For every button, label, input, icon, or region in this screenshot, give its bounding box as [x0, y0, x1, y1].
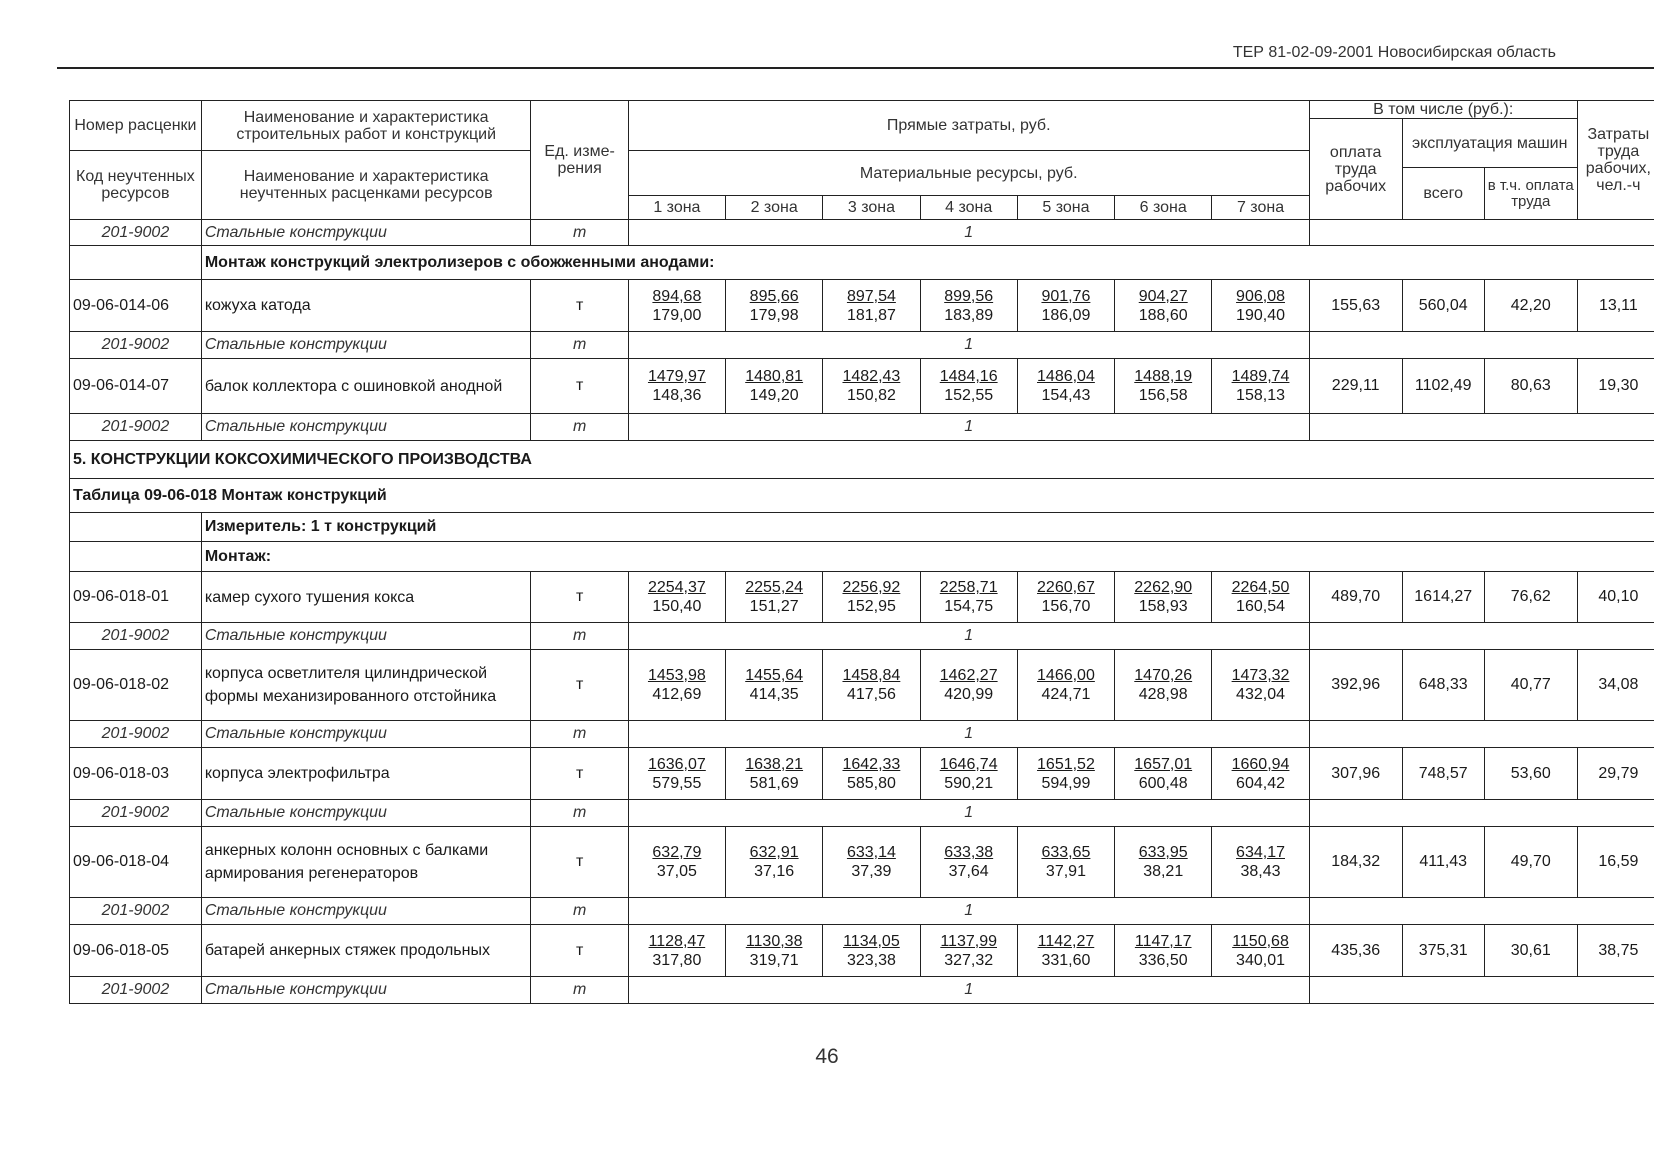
zone-price-cell: [726, 925, 823, 977]
zone-price-cell: [823, 359, 920, 414]
running-header: ТЕР 81-02-09-2001 Новосибирская область: [1232, 44, 1556, 61]
machine-pay-value: 30,61: [1484, 925, 1577, 977]
zone-5-header: 5 зона: [1017, 196, 1114, 220]
resource-unit: т: [531, 898, 628, 925]
rate-row: [70, 572, 1654, 623]
material-cost-value: 604,42: [1236, 774, 1285, 792]
material-cost-value: 432,04: [1236, 686, 1285, 703]
header-rule: [57, 67, 1654, 69]
direct-cost-value: 1473,32: [1231, 667, 1290, 684]
resource-unit: т: [531, 220, 628, 246]
machine-pay-value: 80,63: [1484, 359, 1577, 414]
rate-row: [70, 650, 1654, 721]
zone-price-cell: [823, 925, 920, 977]
material-cost-value: 179,98: [749, 306, 799, 324]
resource-code: 201-9002: [70, 220, 202, 246]
rate-name: корпуса осветлителя цилиндрической формы механизированного отстойника: [201, 650, 531, 721]
direct-cost-value: 899,56: [944, 287, 994, 305]
direct-cost-value: 1142,27: [1037, 932, 1095, 950]
rate-row: [70, 925, 1654, 977]
labor-hours-value: 19,30: [1577, 359, 1654, 414]
labor-pay-value: 435,36: [1309, 925, 1402, 977]
machine-total-value: 748,57: [1402, 748, 1484, 800]
material-cost-value: 154,75: [944, 598, 994, 615]
direct-cost-value: 2264,50: [1231, 579, 1290, 596]
material-cost-value: 38,43: [1240, 863, 1281, 880]
material-cost-value: 38,21: [1143, 863, 1184, 880]
zone-price-cell: [823, 650, 920, 721]
direct-cost-value: 1657,01: [1134, 755, 1193, 773]
machine-total-value: 375,31: [1402, 925, 1484, 977]
resource-row: [70, 623, 1654, 650]
machine-total-value: 648,33: [1402, 650, 1484, 721]
direct-cost-value: 2262,90: [1134, 579, 1193, 596]
labor-pay-value: 489,70: [1309, 572, 1402, 623]
resource-row: [70, 898, 1654, 925]
rates-table: [69, 100, 1654, 1004]
resource-row: [70, 332, 1654, 359]
machine-pay-value: 40,77: [1484, 650, 1577, 721]
machine-total-value: 560,04: [1402, 280, 1484, 332]
material-cost-value: 152,55: [944, 387, 994, 404]
meter-empty: [70, 513, 202, 542]
section-row: [70, 441, 1654, 479]
material-cost-value: 331,60: [1041, 951, 1091, 969]
section-title: 5. КОНСТРУКЦИИ КОКСОХИМИЧЕСКОГО ПРОИЗВОДСТВА: [70, 441, 1654, 479]
material-cost-value: 158,93: [1138, 598, 1188, 615]
zone-price-cell: [920, 925, 1017, 977]
resource-empty: [1309, 898, 1654, 925]
resource-name: Стальные конструкции: [201, 800, 531, 827]
resource-code: 201-9002: [70, 800, 202, 827]
resource-empty: [1309, 332, 1654, 359]
labor-hours-value: 16,59: [1577, 827, 1654, 898]
zone-price-cell: [628, 748, 725, 800]
mount-row: [70, 542, 1654, 572]
direct-cost-value: 1150,68: [1232, 932, 1289, 950]
resource-row: [70, 721, 1654, 748]
labor-hours-value: 29,79: [1577, 748, 1654, 800]
rate-row: [70, 280, 1654, 332]
material-cost-value: 152,95: [846, 598, 896, 615]
material-cost-value: 428,98: [1138, 686, 1188, 703]
col-work-name: Наименование и характеристика строительных работ и конструкций: [201, 101, 531, 151]
direct-cost-value: 2254,37: [647, 579, 706, 596]
mount-empty: [70, 542, 202, 572]
material-cost-value: 156,70: [1041, 598, 1091, 615]
direct-cost-value: 1642,33: [842, 755, 901, 773]
material-cost-value: 190,40: [1236, 306, 1285, 324]
table-title-row: [70, 479, 1654, 513]
zone-price-cell: [920, 748, 1017, 800]
material-cost-value: 340,01: [1236, 951, 1285, 969]
zone-price-cell: [1115, 925, 1212, 977]
machine-total-value: 1614,27: [1402, 572, 1484, 623]
material-cost-value: 581,69: [749, 774, 799, 792]
resource-empty: [1309, 414, 1654, 441]
direct-cost-value: 1479,97: [647, 368, 706, 385]
rate-unit: т: [531, 650, 628, 721]
zone-price-cell: [726, 572, 823, 623]
material-cost-value: 151,27: [749, 598, 799, 615]
direct-cost-value: 2258,71: [939, 579, 998, 596]
material-cost-value: 154,43: [1041, 387, 1091, 404]
labor-pay-value: 392,96: [1309, 650, 1402, 721]
zone-price-cell: [920, 280, 1017, 332]
material-cost-value: 150,82: [846, 387, 896, 404]
direct-cost-value: 1638,21: [745, 755, 804, 773]
material-cost-value: 414,35: [749, 686, 799, 703]
direct-cost-value: 1130,38: [745, 932, 803, 950]
direct-cost-value: 1646,74: [939, 755, 998, 773]
rate-unit: т: [531, 827, 628, 898]
material-cost-value: 150,40: [652, 598, 702, 615]
zone-price-cell: [1017, 359, 1114, 414]
material-cost-value: 37,16: [754, 863, 795, 880]
zone-price-cell: [1017, 650, 1114, 721]
resource-qty: 1: [628, 898, 1309, 925]
rate-unit: т: [531, 925, 628, 977]
rate-name: балок коллектора с ошиновкой анодной: [201, 359, 531, 414]
labor-pay-value: 184,32: [1309, 827, 1402, 898]
page-number: 46: [815, 1045, 839, 1068]
resource-unit: т: [531, 800, 628, 827]
resource-qty: 1: [628, 977, 1309, 1004]
direct-cost-value: 1486,04: [1037, 368, 1095, 385]
resource-qty: 1: [628, 800, 1309, 827]
table-title: Таблица 09-06-018 Монтаж конструкций: [70, 479, 1654, 513]
zone-price-cell: [823, 572, 920, 623]
meter-text: Измеритель: 1 т конструкций: [201, 513, 1654, 542]
material-cost-value: 188,60: [1138, 306, 1188, 324]
resource-empty: [1309, 220, 1654, 246]
resource-name: Стальные конструкции: [201, 220, 531, 246]
direct-cost-value: 1147,17: [1134, 932, 1192, 950]
direct-cost-value: 1651,52: [1037, 755, 1095, 773]
col-machine-op: эксплуатация машин: [1402, 119, 1577, 168]
direct-cost-value: 1636,07: [647, 755, 706, 773]
direct-cost-value: 1660,94: [1231, 755, 1290, 773]
direct-cost-value: 633,38: [944, 844, 994, 861]
zone-7-header: 7 зона: [1212, 196, 1309, 220]
resource-unit: т: [531, 721, 628, 748]
col-labor-hours: Затраты труда рабочих, чел.-ч: [1577, 101, 1654, 220]
material-cost-value: 600,48: [1138, 774, 1188, 792]
resource-unit: т: [531, 332, 628, 359]
zone-3-header: 3 зона: [823, 196, 920, 220]
rate-name: кожуха катода: [201, 280, 531, 332]
material-cost-value: 179,00: [652, 306, 702, 324]
mount-text: Монтаж:: [201, 542, 1654, 572]
col-direct-costs: Прямые затраты, руб.: [628, 101, 1309, 151]
zone-price-cell: [1115, 650, 1212, 721]
direct-cost-value: 633,95: [1138, 844, 1188, 861]
col-material-resources: Материальные ресурсы, руб.: [628, 151, 1309, 196]
material-cost-value: 327,32: [944, 951, 994, 969]
resource-row: [70, 220, 1654, 246]
group-row: [70, 246, 1654, 280]
material-cost-value: 323,38: [846, 951, 896, 969]
zone-2-header: 2 зона: [726, 196, 823, 220]
direct-cost-value: 901,76: [1041, 287, 1091, 305]
rate-unit: т: [531, 280, 628, 332]
zone-6-header: 6 зона: [1115, 196, 1212, 220]
material-cost-value: 149,20: [749, 387, 799, 404]
resource-empty: [1309, 977, 1654, 1004]
material-cost-value: 412,69: [652, 686, 702, 703]
zone-price-cell: [1115, 280, 1212, 332]
col-machine-pay: в т.ч. оплата труда: [1484, 168, 1577, 220]
material-cost-value: 158,13: [1236, 387, 1285, 404]
zone-price-cell: [823, 748, 920, 800]
zone-price-cell: [920, 359, 1017, 414]
rate-code: 09-06-018-01: [70, 572, 202, 623]
labor-hours-value: 34,08: [1577, 650, 1654, 721]
col-including: В том числе (руб.):: [1309, 101, 1577, 119]
zone-4-header: 4 зона: [920, 196, 1017, 220]
material-cost-value: 186,09: [1041, 306, 1091, 324]
resource-qty: 1: [628, 623, 1309, 650]
zone-price-cell: [1115, 827, 1212, 898]
labor-pay-value: 155,63: [1309, 280, 1402, 332]
resource-name: Стальные конструкции: [201, 898, 531, 925]
material-cost-value: 148,36: [652, 387, 702, 404]
machine-total-value: 1102,49: [1402, 359, 1484, 414]
direct-cost-value: 634,17: [1236, 844, 1285, 861]
rate-name: корпуса электрофильтра: [201, 748, 531, 800]
direct-cost-value: 1455,64: [745, 667, 804, 684]
resource-row: [70, 977, 1654, 1004]
direct-cost-value: 1137,99: [940, 932, 997, 950]
resource-empty: [1309, 623, 1654, 650]
rate-row: [70, 827, 1654, 898]
material-cost-value: 590,21: [944, 774, 994, 792]
rate-code: 09-06-018-03: [70, 748, 202, 800]
resource-qty: 1: [628, 220, 1309, 246]
material-cost-value: 160,54: [1236, 598, 1285, 615]
material-cost-value: 420,99: [944, 686, 994, 703]
zone-price-cell: [1212, 827, 1309, 898]
zone-price-cell: [726, 748, 823, 800]
rate-code: 09-06-018-04: [70, 827, 202, 898]
zone-price-cell: [628, 650, 725, 721]
machine-pay-value: 49,70: [1484, 827, 1577, 898]
rate-name: батарей анкерных стяжек продольных: [201, 925, 531, 977]
material-cost-value: 424,71: [1041, 686, 1091, 703]
zone-price-cell: [726, 280, 823, 332]
zone-price-cell: [1212, 359, 1309, 414]
zone-1-header: 1 зона: [628, 196, 725, 220]
direct-cost-value: 632,91: [749, 844, 799, 861]
zone-price-cell: [823, 280, 920, 332]
resource-unit: т: [531, 623, 628, 650]
zone-price-cell: [628, 572, 725, 623]
machine-pay-value: 53,60: [1484, 748, 1577, 800]
zone-price-cell: [726, 650, 823, 721]
zone-price-cell: [1212, 748, 1309, 800]
direct-cost-value: 632,79: [652, 844, 702, 861]
zone-price-cell: [628, 280, 725, 332]
zone-price-cell: [1212, 925, 1309, 977]
resource-qty: 1: [628, 332, 1309, 359]
labor-pay-value: 229,11: [1309, 359, 1402, 414]
meter-row: [70, 513, 1654, 542]
zone-price-cell: [1017, 748, 1114, 800]
zone-price-cell: [1115, 748, 1212, 800]
direct-cost-value: 1134,05: [843, 932, 900, 950]
zone-price-cell: [1017, 572, 1114, 623]
rate-unit: т: [531, 359, 628, 414]
rate-name: анкерных колонн основных с балками армирования регенераторов: [201, 827, 531, 898]
col-unit: Ед. изме-рения: [531, 101, 628, 220]
direct-cost-value: 894,68: [652, 287, 702, 305]
zone-price-cell: [1017, 280, 1114, 332]
resource-code: 201-9002: [70, 898, 202, 925]
material-cost-value: 417,56: [846, 686, 896, 703]
resource-row: [70, 414, 1654, 441]
rate-code: 09-06-018-02: [70, 650, 202, 721]
direct-cost-value: 904,27: [1138, 287, 1188, 305]
material-cost-value: 317,80: [652, 951, 702, 969]
labor-hours-value: 38,75: [1577, 925, 1654, 977]
rate-name: камер сухого тушения кокса: [201, 572, 531, 623]
resource-name: Стальные конструкции: [201, 977, 531, 1004]
direct-cost-value: 1453,98: [647, 667, 706, 684]
rate-row: [70, 748, 1654, 800]
direct-cost-value: 2256,92: [842, 579, 901, 596]
resource-code: 201-9002: [70, 332, 202, 359]
zone-price-cell: [920, 572, 1017, 623]
col-rate-number: Номер расценки: [70, 101, 202, 151]
labor-hours-value: 13,11: [1577, 280, 1654, 332]
labor-hours-value: 40,10: [1577, 572, 1654, 623]
material-cost-value: 183,89: [944, 306, 994, 324]
direct-cost-value: 1484,16: [939, 368, 998, 385]
direct-cost-value: 1462,27: [939, 667, 998, 684]
direct-cost-value: 2260,67: [1037, 579, 1095, 596]
zone-price-cell: [1017, 925, 1114, 977]
col-resource-name: Наименование и характеристика неучтенных расценками ресурсов: [201, 151, 531, 220]
resource-name: Стальные конструкции: [201, 721, 531, 748]
direct-cost-value: 1489,74: [1231, 368, 1290, 385]
direct-cost-value: 1488,19: [1134, 368, 1193, 385]
resource-qty: 1: [628, 721, 1309, 748]
zone-price-cell: [1212, 650, 1309, 721]
col-machine-total: всего: [1402, 168, 1484, 220]
labor-pay-value: 307,96: [1309, 748, 1402, 800]
direct-cost-value: 906,08: [1236, 287, 1285, 305]
zone-price-cell: [920, 827, 1017, 898]
direct-cost-value: 2255,24: [745, 579, 804, 596]
zone-price-cell: [628, 359, 725, 414]
material-cost-value: 319,71: [749, 951, 799, 969]
resource-empty: [1309, 800, 1654, 827]
rate-code: 09-06-018-05: [70, 925, 202, 977]
zone-price-cell: [920, 650, 1017, 721]
material-cost-value: 336,50: [1138, 951, 1188, 969]
direct-cost-value: 1480,81: [745, 368, 804, 385]
col-code: Код неучтенных ресурсов: [70, 151, 202, 220]
group-title: Монтаж конструкций электролизеров с обожженными анодами:: [201, 246, 1654, 280]
direct-cost-value: 1458,84: [842, 667, 901, 684]
zone-price-cell: [1212, 280, 1309, 332]
rate-code: 09-06-014-06: [70, 280, 202, 332]
rate-unit: т: [531, 748, 628, 800]
direct-cost-value: 897,54: [846, 287, 896, 305]
zone-price-cell: [1212, 572, 1309, 623]
material-cost-value: 156,58: [1138, 387, 1188, 404]
direct-cost-value: 1128,47: [648, 932, 706, 950]
direct-cost-value: 633,14: [846, 844, 896, 861]
material-cost-value: 579,55: [652, 774, 702, 792]
resource-qty: 1: [628, 414, 1309, 441]
zone-price-cell: [1115, 359, 1212, 414]
zone-price-cell: [823, 827, 920, 898]
resource-code: 201-9002: [70, 721, 202, 748]
machine-pay-value: 42,20: [1484, 280, 1577, 332]
direct-cost-value: 895,66: [749, 287, 799, 305]
material-cost-value: 37,39: [851, 863, 892, 880]
material-cost-value: 37,05: [656, 863, 697, 880]
direct-cost-value: 633,65: [1041, 844, 1091, 861]
rate-unit: т: [531, 572, 628, 623]
resource-name: Стальные конструкции: [201, 623, 531, 650]
zone-price-cell: [726, 827, 823, 898]
rate-code: 09-06-014-07: [70, 359, 202, 414]
direct-cost-value: 1466,00: [1037, 667, 1095, 684]
resource-code: 201-9002: [70, 623, 202, 650]
resource-code: 201-9002: [70, 977, 202, 1004]
col-labor-pay: оплата труда рабочих: [1309, 119, 1402, 220]
rate-row: [70, 359, 1654, 414]
resource-name: Стальные конструкции: [201, 332, 531, 359]
group-empty: [70, 246, 202, 280]
resource-unit: т: [531, 414, 628, 441]
zone-price-cell: [726, 359, 823, 414]
zone-price-cell: [1017, 827, 1114, 898]
resource-code: 201-9002: [70, 414, 202, 441]
resource-row: [70, 800, 1654, 827]
direct-cost-value: 1470,26: [1134, 667, 1193, 684]
resource-name: Стальные конструкции: [201, 414, 531, 441]
material-cost-value: 37,91: [1045, 863, 1086, 880]
resource-unit: т: [531, 977, 628, 1004]
zone-price-cell: [628, 925, 725, 977]
machine-pay-value: 76,62: [1484, 572, 1577, 623]
direct-cost-value: 1482,43: [842, 368, 901, 385]
machine-total-value: 411,43: [1402, 827, 1484, 898]
zone-price-cell: [1115, 572, 1212, 623]
material-cost-value: 37,64: [948, 863, 989, 880]
material-cost-value: 594,99: [1041, 774, 1091, 792]
material-cost-value: 585,80: [846, 774, 896, 792]
material-cost-value: 181,87: [846, 306, 896, 324]
resource-empty: [1309, 721, 1654, 748]
zone-price-cell: [628, 827, 725, 898]
